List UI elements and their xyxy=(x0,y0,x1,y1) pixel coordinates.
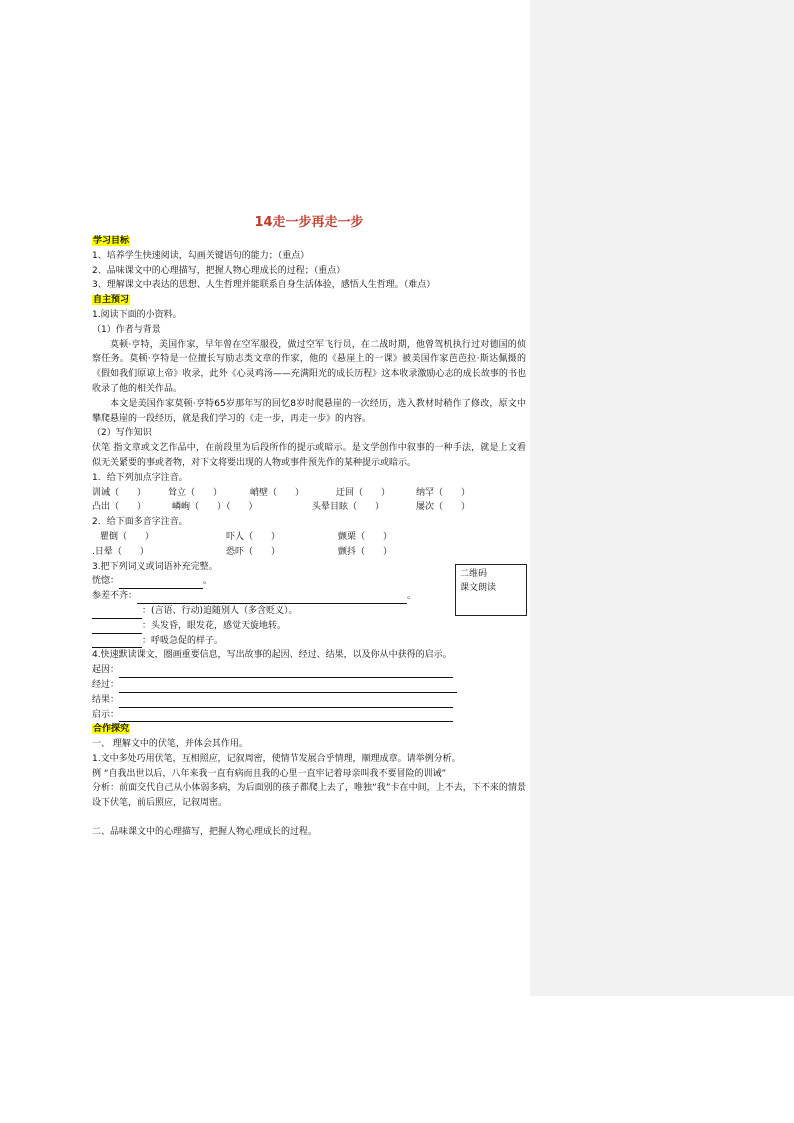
pinyin-cell[interactable]: 凸出（ ） xyxy=(92,502,147,513)
section-heading-preview: 自主预习 xyxy=(93,295,130,306)
pinyin-row xyxy=(92,500,526,515)
polyphone-cell[interactable]: 吓人（ ） xyxy=(226,531,281,542)
polyphone-cell[interactable]: 颤栗（ ） xyxy=(338,531,393,542)
polyphone-row xyxy=(92,530,526,545)
answer-blank[interactable] xyxy=(119,697,453,708)
answer-blank[interactable] xyxy=(119,682,457,693)
fill-item: ：呼吸急促的样子。 xyxy=(92,634,526,649)
polyphone-row xyxy=(92,545,526,560)
pinyin-cell[interactable]: 纳罕（ ） xyxy=(416,487,471,498)
story-line: 启示： xyxy=(92,708,526,723)
goal-item: 1、培养学生快速阅读，勾画关键语句的能力；（重点） xyxy=(92,250,310,261)
answer-blank[interactable] xyxy=(119,578,203,589)
fill-item: ：(言语、行动)追随别人（多含贬义）。 xyxy=(92,604,526,619)
background-paragraph: 本文是美国作家莫顿·亨特65岁那年写的回忆8岁时爬悬崖的一次经历，选入教材时稍作了修改，原文中攀爬悬崖的一段经历，就是我们学习的《走一步，再走一步》的内容。 xyxy=(92,398,526,424)
pinyin-cell[interactable]: 嶙峋（ ）（ ） xyxy=(172,502,258,513)
pinyin-cell[interactable]: 峭壁（ ） xyxy=(250,487,305,498)
pinyin-row xyxy=(92,486,526,501)
question-4: 4.快速默读课文，圈画重要信息，写出故事的起因、经过、结果，以及你从中获得的启示。 xyxy=(92,650,452,661)
pinyin-cell[interactable]: 头晕目眩（ ） xyxy=(312,502,385,513)
pinyin-cell[interactable]: 耸立（ ） xyxy=(168,487,223,498)
goal-item: 3、理解课文中表达的思想、人生哲理并能联系自身生活体验，感悟人生哲理。（难点） xyxy=(92,280,436,291)
answer-blank[interactable] xyxy=(119,667,453,678)
answer-blank[interactable] xyxy=(92,608,142,619)
answer-blank[interactable] xyxy=(119,711,453,722)
answer-blank[interactable] xyxy=(92,637,142,648)
sub-heading-author: （1）作者与背景 xyxy=(92,324,161,335)
polyphone-cell[interactable]: .日晕（ ） xyxy=(92,546,149,557)
explore-item-1: 一、 理解文中的伏笔，并体会其作用。 xyxy=(92,739,248,750)
sub-heading-writing: （2）写作知识 xyxy=(92,428,152,439)
qr-box-label: 课文朗读 xyxy=(460,583,497,593)
qr-code-box[interactable] xyxy=(455,564,527,616)
polyphone-cell[interactable]: 颤抖（ ） xyxy=(338,546,393,557)
fill-item: ：头发昏，眼发花，感觉天旋地转。 xyxy=(92,619,526,634)
explore-example: 例 “自我出世以后，八年来我一直有病而且我的心里一直牢记着母亲叫我不要冒险的训诫” xyxy=(92,768,447,779)
document-page xyxy=(92,214,526,840)
explore-analysis: 分析：前面交代自己从小体弱多病，为后面别的孩子都爬上去了，唯独“我”卡在中间，上不去，下不来的情景设下伏笔，前后照应，记叙周密。 xyxy=(92,783,526,809)
goal-item: 2、品味课文中的心理描写，把握人物心理成长的过程；（重点） xyxy=(92,265,346,276)
question-3: 3.把下列词义或词语补充完整。 xyxy=(92,561,218,572)
story-line: 结果： xyxy=(92,693,526,708)
foreshadow-paragraph: 伏笔 指文章或文艺作品中，在前段里为后段所作的提示或暗示。是文学创作中叙事的一种手法，就是上文看似无关紧要的事或者物，对下文将要出现的人物或事件预先作的某种提示或暗示。 xyxy=(92,443,526,468)
story-line: 经过： xyxy=(92,678,526,693)
comment-pane xyxy=(530,0,794,996)
answer-blank[interactable] xyxy=(92,623,142,634)
explore-item-2: 二、品味课文中的心理描写，把握人物心理成长的过程。 xyxy=(92,827,318,838)
qr-box-label: 二维码 xyxy=(460,569,488,579)
section-heading-explore: 合作探究 xyxy=(93,724,130,735)
polyphone-cell[interactable]: 瞿倒（ ） xyxy=(100,531,155,542)
section-heading-goals: 学习目标 xyxy=(93,236,130,246)
story-line: 起因： xyxy=(92,663,526,678)
page-title: 14走一步再走一步 xyxy=(254,215,364,230)
polyphone-cell[interactable]: 恐吓（ ） xyxy=(226,546,281,557)
pinyin-cell[interactable]: 训诫（ ） xyxy=(92,487,147,498)
pinyin-cell[interactable]: 屡次（ ） xyxy=(416,502,471,513)
question-2: 2．给下面多音字注音。 xyxy=(92,517,188,528)
pinyin-cell[interactable]: 迂回（ ） xyxy=(336,487,391,498)
fill-item: 参差不齐： 。 xyxy=(92,589,526,604)
fill-item: 恍惚： 。 xyxy=(92,574,526,589)
question-1: 1．给下列加点字注音。 xyxy=(92,472,188,483)
explore-point: 1.文中多处巧用伏笔，互相照应，记叙周密，使情节发展合乎情理，顺理成章。请举例分析。 xyxy=(92,753,461,764)
preview-intro: 1.阅读下面的小资料。 xyxy=(92,309,182,320)
answer-blank[interactable] xyxy=(137,593,407,604)
author-paragraph: 莫顿·亨特，美国作家，早年曾在空军服役，做过空军飞行员，在二战时期，他曾驾机执行过对德国的侦察任务。莫顿·亨特是一位擅长写励志类文章的作家，他的《悬崖上的一课》被美国作家芭芭拉·斯达佩摄的《假如我们原谅上帝》收录，此外《心灵鸡汤——充满阳光的成长历程》这本收录激励心志的成长故事的书也收录了他的相关作品。 xyxy=(92,339,526,394)
